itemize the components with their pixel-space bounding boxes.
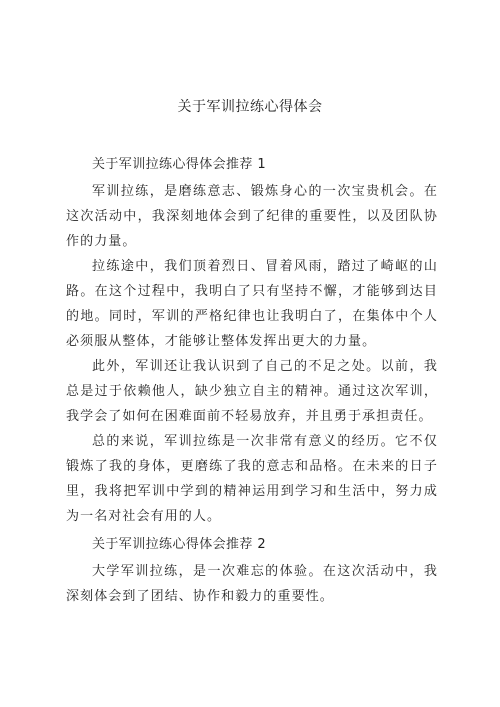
section-heading: 关于军训拉练心得体会推荐 1: [92, 157, 267, 172]
paragraph: 总的来说，军训拉练是一次非常有意义的经历。它不仅锻炼了我的身体，更磨练了我的意志和品格。在未来的日子里，我将把军训中学到的精神运用到学习和生活中，努力成为一名对社会有用的人。: [66, 434, 438, 524]
paragraph: 此外，军训还让我认识到了自己的不足之处。以前，我总是过于依赖他人，缺少独立自主的精神。通过这次军训，我学会了如何在困难面前不轻易放弃，并且勇于承担责任。: [66, 359, 438, 424]
document-title: 关于军训拉练心得体会: [177, 99, 323, 115]
paragraph: 拉练途中，我们顶着烈日、冒着风雨，踏过了崎岖的山路。在这个过程中，我明白了只有坚持不懈，才能够到达目的地。同时，军训的严格纪律也让我明白了，在集体中个人必须服从整体，才能够让整体发挥出更大的力量。: [66, 259, 438, 349]
paragraph: 军训拉练，是磨练意志、锻炼身心的一次宝贵机会。在这次活动中，我深刻地体会到了纪律的重要性，以及团队协作的力量。: [66, 184, 438, 249]
document-body: [66, 150, 438, 609]
paragraph: 大学军训拉练，是一次难忘的体验。在这次活动中，我深刻体会到了团结、协作和毅力的重要性。: [66, 564, 438, 604]
section-heading: 关于军训拉练心得体会推荐 2: [92, 537, 267, 552]
